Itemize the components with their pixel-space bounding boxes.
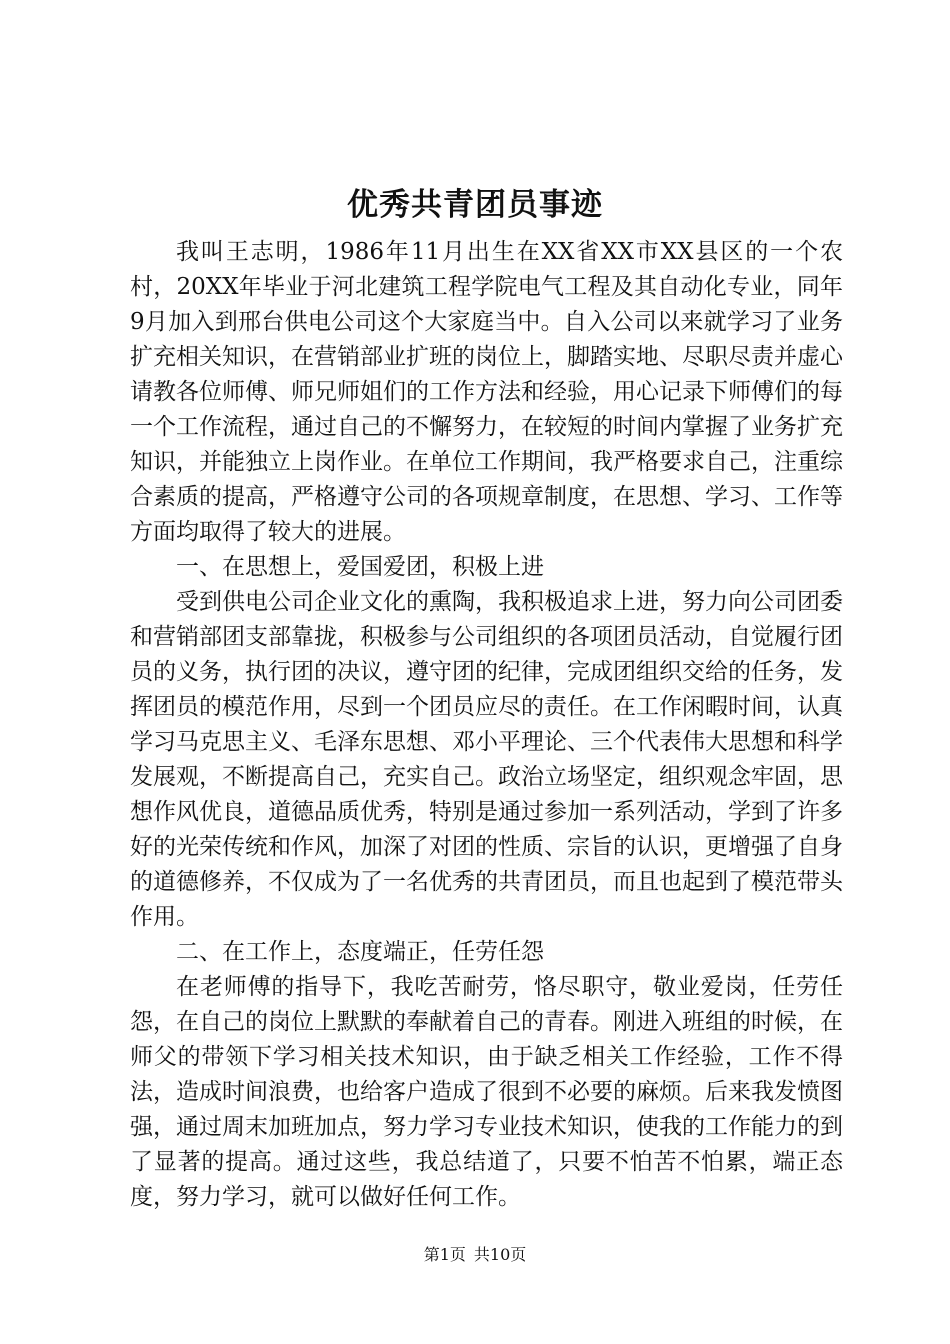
intro-paragraph: 我叫王志明，1986年11月出生在XX省XX市XX县区的一个农村，20XX年毕业于河北建筑工程学院电气工程及其自动化专业，同年9月加入到邢台供电公司这个大家庭当中。自入公司以来就学习了业务扩充相关知识，在营销部业扩班的岗位上，脚踏实地、尽职尽责并虚心请教各位师傅、师兄师姐们的工作方法和经验，用心记录下师傅们的每一个工作流程，通过自己的不懈努力，在较短的时间内掌握了业务扩充知识，并能独立上岗作业。在单位工作期间，我严格要求自己，注重综合素质的提高，严格遵守公司的各项规章制度，在思想、学习、工作等方面均取得了较大的进展。 xyxy=(130,239,843,545)
page-footer xyxy=(0,1244,950,1266)
work-paragraph: 在老师傅的指导下，我吃苦耐劳，恪尽职守，敬业爱岗，任劳任怨，在自己的岗位上默默的奉献着自己的青春。刚进入班组的时候，在师父的带领下学习相关技术知识，由于缺乏相关工作经验，工作不得法，造成时间浪费，也给客户造成了很到不必要的麻烦。后来我发愤图强，通过周末加班加点，努力学习专业技术知识，使我的工作能力的到了显著的提高。通过这些，我总结道了，只要不怕苦不怕累，端正态度，努力学习，就可以做好任何工作。 xyxy=(130,974,843,1210)
section-heading-work: 二、在工作上，态度端正，任劳任怨 xyxy=(176,939,544,965)
page-total: 共10页 xyxy=(473,1245,527,1264)
page-number: 第1页 xyxy=(423,1245,466,1264)
thought-paragraph: 受到供电公司企业文化的熏陶，我积极追求上进，努力向公司团委和营销部团支部靠拢，积极参与公司组织的各项团员活动，自觉履行团员的义务，执行团的决议，遵守团的纪律，完成团组织交给的任务，发挥团员的模范作用，尽到一个团员应尽的责任。在工作闲暇时间，认真学习马克思主义、毛泽东思想、邓小平理论、三个代表伟大思想和科学发展观，不断提高自己，充实自己。政治立场坚定，组织观念牢固，思想作风优良，道德品质优秀，特别是通过参加一系列活动，学到了许多好的光荣传统和作风，加深了对团的性质、宗旨的认识，更增强了自身的道德修养，不仅成为了一名优秀的共青团员，而且也起到了模范带头作用。 xyxy=(130,589,843,930)
section-heading-thought: 一、在思想上，爱国爱团，积极上进 xyxy=(176,554,544,580)
document-title: 优秀共青团员事迹 xyxy=(347,187,603,223)
document-body xyxy=(130,235,843,1215)
